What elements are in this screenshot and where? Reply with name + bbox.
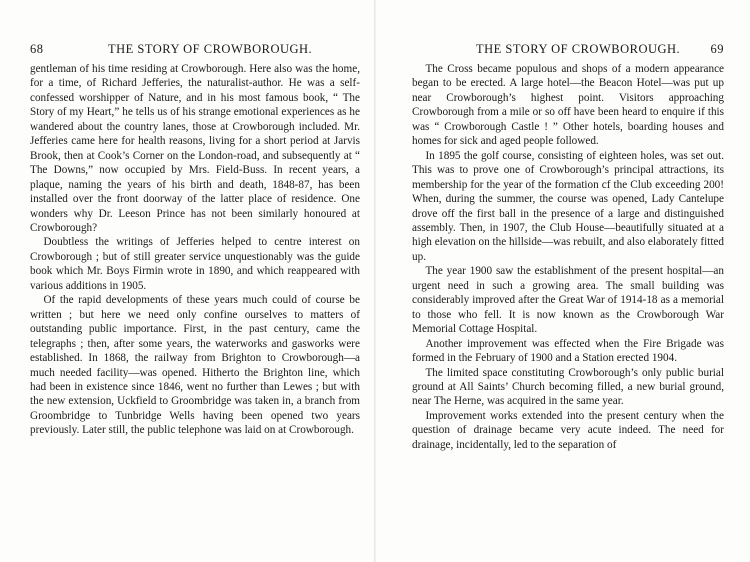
paragraph: Improvement works extended into the present century when the question of drainage became very acute indeed. The need for drainage, incidentally, led to the separation of <box>412 409 724 451</box>
left-page-body <box>30 62 360 438</box>
book-gutter <box>374 0 376 562</box>
left-running-head: THE STORY OF CROWBOROUGH. <box>108 42 313 56</box>
right-page-body <box>412 62 724 452</box>
paragraph: Of the rapid developments of these years much could of course be written ; but here we need only confine ourselves to matters of outstanding public importance. First, in the past century, came the telegraphs ; then, after some years, the waterworks and gasworks were established. In 1868, the railway from Brighton to Crowborough—a much needed facility—was opened. Hitherto the Brighton line, which had been in existence since 1846, went no further than Lewes ; but with the new extension, Uckfield to Groombridge was taken in, a branch from Groombridge to Tunbridge Wells having been opened two years previously. Later still, the public telephone was laid on at Crowborough. <box>30 294 360 437</box>
left-page-header <box>30 42 360 62</box>
right-page-header <box>412 42 724 62</box>
paragraph: Doubtless the writings of Jefferies helped to centre interest on Crowborough ; but of still greater service unquestionably was the guide book which Mr. Boys Firmin wrote in 1890, and which reappeared with various additions in 1905. <box>30 236 360 292</box>
paragraph: gentleman of his time residing at Crowborough. Here also was the home, for a time, of Richard Jefferies, the naturalist-author. He was a self-confessed worshipper of Nature, and in his most famous book, “ The Story of my Heart,” he tells us of his strange emotional experiences as he wandered about the country lanes, those at Crowborough included. Mr. Jefferies came here for health reasons, living for a short period at Jarvis Brook, then at Cook’s Corner on the London-road, and subsequently at “ The Downs,” now occupied by Mrs. Field-Buss. In recent years, a plaque, naming the years of his birth and death, 1848-87, has been installed over the front doorway of the latter place of residence. One wonders why Dr. Leeson Prince has not been similarly honoured at Crowborough? <box>30 63 360 234</box>
right-page <box>412 42 724 452</box>
paragraph: The year 1900 saw the establishment of the present hospital—an urgent need in such a growing area. The small building was considerably improved after the Great War of 1914-18 as a memorial to those who fell. It is now known as the Crowborough War Memorial Cottage Hospital. <box>412 265 724 336</box>
left-page <box>30 42 360 438</box>
paragraph: In 1895 the golf course, consisting of eighteen holes, was set out. This was to prove one of Crowborough’s principal attractions, its membership for the year of the formation cf the Club exceeding 200! When, during the summer, the course was opened, Lady Cantelupe drove off the first ball in the presence of a large and distinguished assembly. Then, in 1907, the Club House—beautifully situated at a high elevation on the hillside—was rebuilt, and also elaborately fitted up. <box>412 149 724 263</box>
right-running-head: THE STORY OF CROWBOROUGH. <box>476 42 681 56</box>
right-page-number: 69 <box>710 42 724 56</box>
paragraph: Another improvement was effected when the Fire Brigade was formed in the February of 1900 and a Station erected 1904. <box>412 337 724 365</box>
paragraph: The Cross became populous and shops of a modern appearance began to be erected. A large hotel—the Beacon Hotel—was put up near Crowborough’s highest point. Visitors approaching Crowborough from a mile or so off have been heard to enquire if this was “ Crowborough Castle ! ” Other hotels, boarding houses and homes for sick and aged people followed. <box>412 63 724 148</box>
left-page-number: 68 <box>30 42 44 56</box>
paragraph: The limited space constituting Crowborough’s only public burial ground at All Saints’ Church becoming filled, a new burial ground, near The Herne, was acquired in the same year. <box>412 366 724 408</box>
